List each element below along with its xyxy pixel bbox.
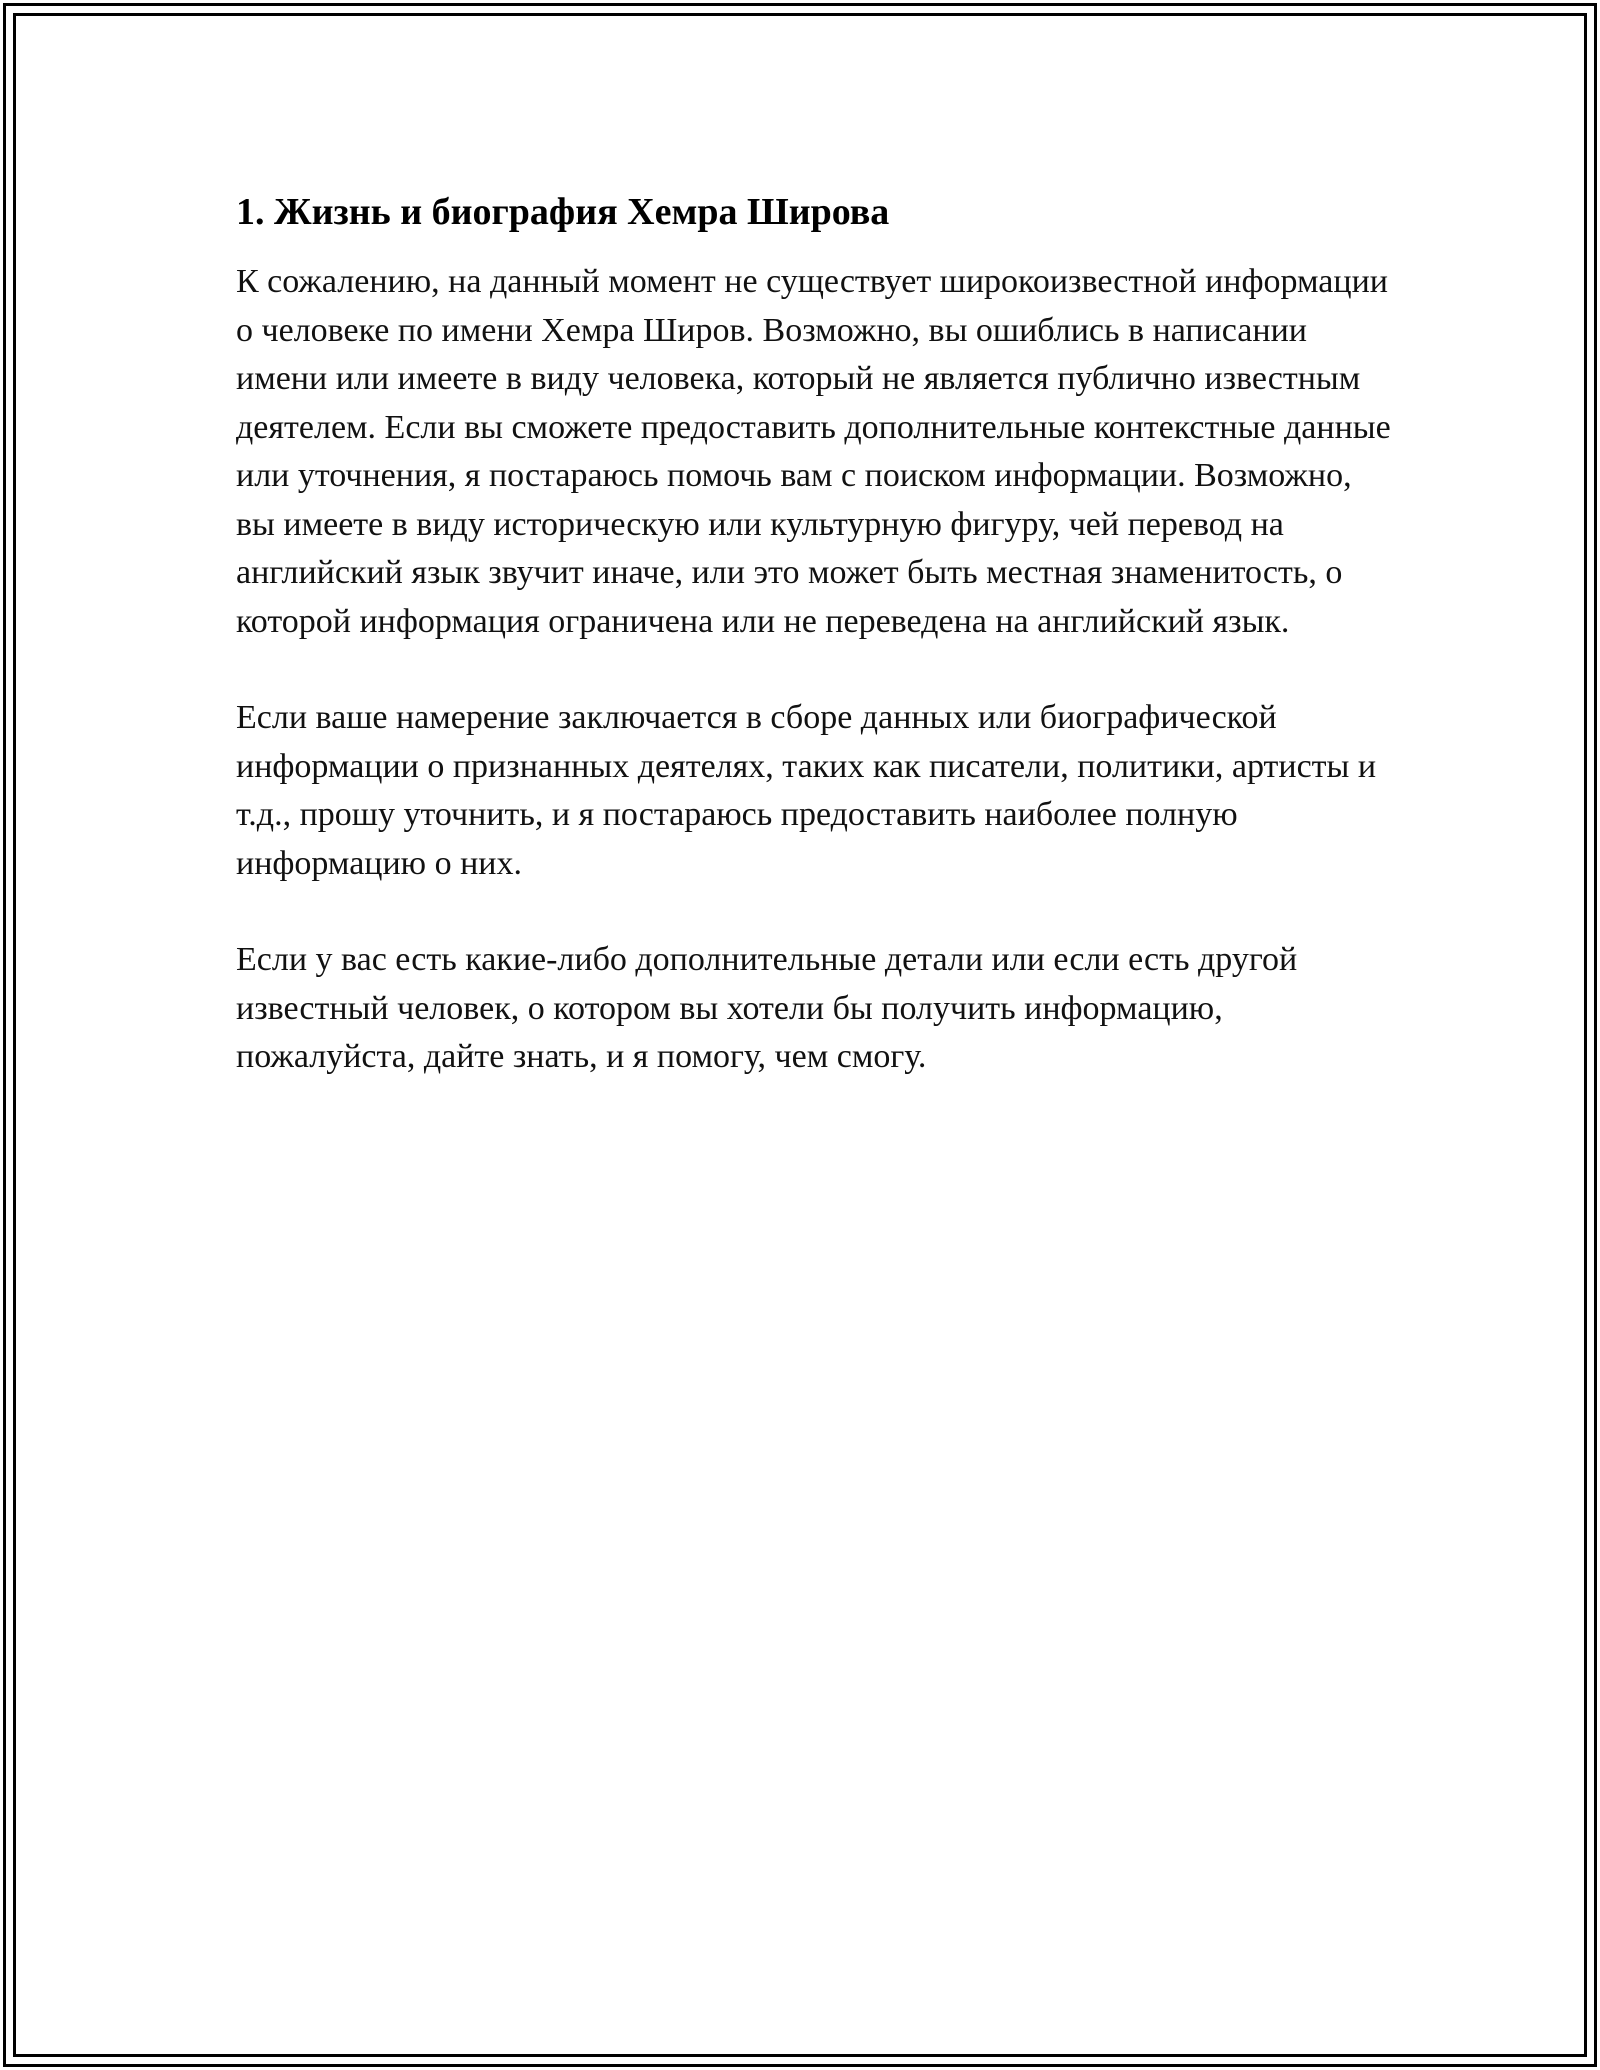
paragraph-2: Если ваше намерение заключается в сборе данных или биографической информации о признанных деятелях, таких как писатели, политики, артисты и т.д., прошу уточнить, и я постараюсь предоставить наиболее полную информацию о них. (236, 699, 1377, 882)
document-title: 1. Жизнь и биография Хемра Широва (236, 191, 890, 233)
paragraph-3: Если у вас есть какие-либо дополнительные детали или если есть другой известный человек, о котором вы хотели бы получить информацию, пожалуйста, дайте знать, и я помогу, чем смогу. (236, 941, 1298, 1075)
document-body (236, 186, 1396, 1130)
paragraph-1: К сожалению, на данный момент не существует широкоизвестной информации о человеке по имени Хемра Широв. Возможно, вы ошиблись в написании имени или имеете в виду человека, который не является публично известным деятелем. Если вы сможете предоставить дополнительные контекстные данные или уточнения, я постараюсь помочь вам с поиском информации. Возможно, вы имеете в виду историческую или культурную фигуру, чей перевод на английский язык звучит иначе, или это может быть местная знаменитость, о которой информация ограничена или не переведена на английский язык. (236, 263, 1391, 640)
